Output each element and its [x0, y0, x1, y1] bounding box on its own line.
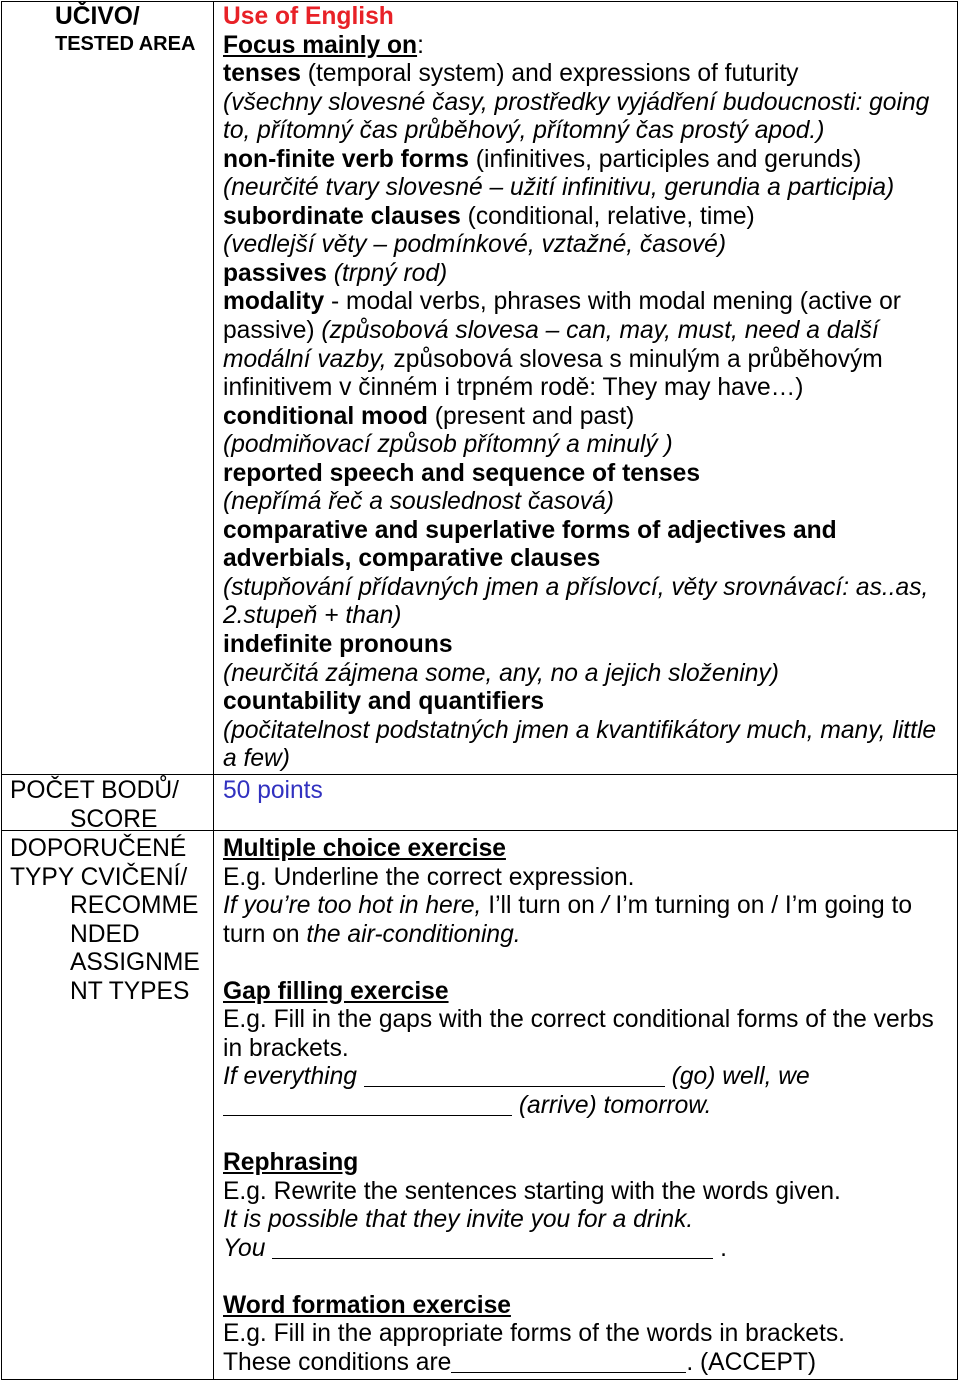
topic-note: (všechny slovesné časy, prostředky vyjádření budoucnosti: going: [223, 88, 930, 116]
topic-line: [223, 203, 957, 232]
score-value-cell: [214, 775, 957, 831]
score-label-czech: POČET BODŮ/: [10, 777, 179, 804]
topic-note: (podmiňovací způsob přítomný a minulý ): [223, 431, 673, 459]
topic-term: conditional mood: [223, 402, 428, 430]
assignments-label-line: RECOMME: [70, 892, 199, 920]
example-choice: I’m turning on / I’m going to: [615, 892, 913, 920]
topic-note: (neurčité tvary slovesné – užití infinitivu, gerundia a participia): [223, 174, 895, 202]
exercise-instruction: E.g. Rewrite the sentences starting with the words given.: [223, 1177, 841, 1205]
spacer-line: [223, 949, 957, 978]
tested-area-content-cell: [214, 2, 957, 775]
topic-detail: - modal verbs, phrases with modal mening (active or: [324, 288, 901, 316]
topic-line: [223, 146, 957, 175]
assignments-label-line: DOPORUČENÉ: [10, 835, 187, 862]
topic-term: adverbials, comparative clauses: [223, 545, 601, 573]
assignments-label-line: NT TYPES: [70, 977, 190, 1005]
example-text: If everything: [223, 1063, 364, 1091]
example-text: turn on: [223, 920, 307, 948]
exercise-example: It is possible that they invite you for a drink.: [223, 1206, 694, 1234]
answer-blank: [272, 1258, 713, 1259]
example-text: If you’re too hot in here,: [223, 892, 489, 920]
topic-note-plain: infinitivem v činném i trpném rodě: They may have…): [223, 374, 804, 402]
exercise-example: [223, 1063, 957, 1092]
topic-term: passives: [223, 259, 327, 287]
topic-note: 2.stupeň + than): [223, 602, 402, 630]
exercise-instruction: E.g. Underline the correct expression.: [223, 863, 635, 891]
focus-line: [223, 32, 957, 61]
answer-blank: [364, 1086, 665, 1087]
score-value: 50 points: [223, 777, 323, 804]
topic-note: (vedlejší věty – podmínkové, vztažné, časové): [223, 231, 727, 259]
focus-label: Focus mainly on: [223, 31, 418, 59]
topic-detail: (conditional, relative, time): [460, 202, 755, 230]
topic-note: (způsobová slovesa – can, may, must, need a další: [321, 317, 879, 345]
topic-note: (nepřímá řeč a souslednost časová): [223, 488, 614, 516]
topic-term: indefinite pronouns: [223, 631, 453, 659]
topic-note-plain: způsobová slovesa s minulým a průběhovým: [393, 345, 883, 373]
topic-note: a few): [223, 745, 290, 773]
topic-line: [223, 403, 957, 432]
tested-area-label-czech: UČIVO/: [55, 3, 140, 30]
exercise-title: Rephrasing: [223, 1149, 359, 1177]
example-text: (arrive) tomorrow.: [512, 1091, 712, 1119]
topic-note: (neurčitá zájmena some, any, no a jejich složeniny): [223, 659, 779, 687]
exercise-instruction: in brackets.: [223, 1034, 349, 1062]
example-text: . (ACCEPT): [686, 1348, 817, 1376]
example-choice: I’ll turn on: [488, 892, 602, 920]
assignments-label-line: TYPY CVIČENÍ/: [10, 863, 188, 891]
exercise-example: [223, 1092, 957, 1121]
answer-blank: [223, 1115, 512, 1116]
topic-note: (počitatelnost podstatných jmen a kvantifikátory much, many, little: [223, 716, 937, 744]
score-label-english: SCORE: [70, 805, 158, 831]
spacer-line: [223, 1120, 957, 1149]
exercise-instruction: E.g. Fill in the gaps with the correct conditional forms of the verbs: [223, 1006, 934, 1034]
topic-line: [223, 288, 957, 317]
exercise-title: Gap filling exercise: [223, 977, 449, 1005]
topic-detail: (temporal system) and expressions of futurity: [300, 60, 799, 88]
assignments-content-cell: [214, 831, 957, 1379]
topic-term: reported speech and sequence of tenses: [223, 459, 700, 487]
example-text: These conditions are: [223, 1348, 452, 1376]
focus-colon: :: [417, 31, 424, 59]
answer-blank: [451, 1372, 686, 1373]
spacer-line: [223, 1263, 957, 1292]
topic-detail: (present and past): [427, 402, 635, 430]
exercise-example: [223, 1349, 957, 1378]
topic-line: [223, 317, 957, 346]
topic-term: modality: [223, 288, 325, 316]
topic-term: comparative and superlative forms of adjectives and: [223, 516, 837, 544]
topic-note: (stupňování přídavných jmen a příslovcí, věty srovnávací: as..as,: [223, 573, 929, 601]
exercise-title: Multiple choice exercise: [223, 835, 506, 862]
topic-term: tenses: [223, 60, 301, 88]
topic-line: [223, 60, 957, 89]
topic-note: to, přítomný čas průběhový, přítomný čas prostý apod.): [223, 117, 825, 145]
tested-area-label-english: TESTED AREA: [55, 32, 196, 55]
syllabus-table: [1, 1, 958, 1380]
exercise-example: [223, 1235, 957, 1264]
topic-detail: (infinitives, participles and gerunds): [468, 145, 862, 173]
section-title: Use of English: [223, 3, 394, 30]
example-text: .: [713, 1234, 727, 1262]
topic-term: non-finite verb forms: [223, 145, 469, 173]
example-text: You: [223, 1234, 273, 1262]
topic-note: (trpný rod): [326, 259, 448, 287]
topic-term: subordinate clauses: [223, 202, 461, 230]
assignments-label-cell: [2, 831, 214, 1379]
tested-area-label-cell: [2, 2, 214, 775]
topic-detail: passive): [223, 317, 322, 345]
exercise-example: [223, 892, 957, 921]
score-label-cell: [2, 775, 214, 831]
example-text: (go) well, we: [664, 1063, 810, 1091]
example-separator: /: [601, 892, 616, 920]
exercise-instruction: E.g. Fill in the appropriate forms of the words in brackets.: [223, 1320, 845, 1348]
topic-line: [223, 260, 957, 289]
exercise-title: Word formation exercise: [223, 1291, 511, 1319]
topic-note: modální vazby,: [223, 345, 394, 373]
topic-line: [223, 346, 957, 375]
assignments-label-line: NDED: [70, 920, 140, 948]
topic-term: countability and quantifiers: [223, 688, 545, 716]
exercise-example: [223, 921, 957, 950]
assignments-label-line: ASSIGNME: [70, 949, 200, 977]
section-title-line: [223, 3, 957, 32]
example-text: the air-conditioning.: [306, 920, 521, 948]
